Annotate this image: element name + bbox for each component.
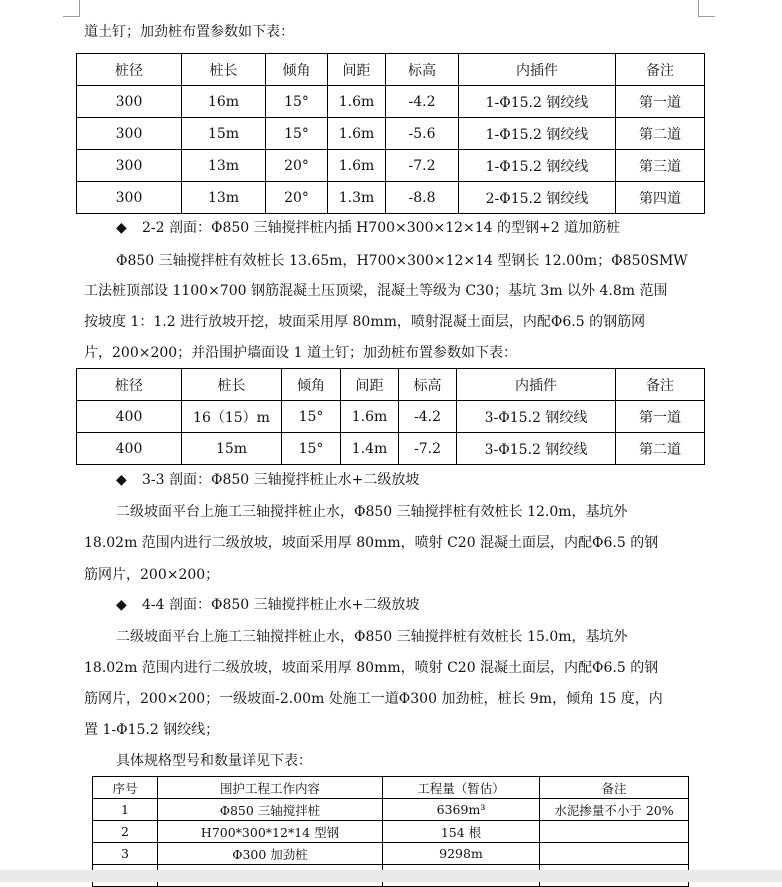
table-header-cell: 备注	[616, 369, 705, 401]
table-cell: 第二道	[616, 433, 705, 465]
table-cell: -4.2	[386, 86, 459, 118]
table1-body	[77, 54, 705, 214]
table-cell: 400	[77, 401, 182, 433]
table-cell: 第四道	[616, 182, 705, 214]
page-corner-mark-left	[63, 0, 80, 17]
table-row	[93, 821, 689, 843]
table-row	[77, 182, 705, 214]
table-cell: 1-Φ15.2 钢绞线	[459, 150, 616, 182]
page-bottom-edge	[0, 870, 782, 882]
paragraph-line: 筋网片，200×200；	[84, 567, 220, 583]
table-header-row	[77, 54, 705, 86]
table-header-cell: 工程量（暂估）	[383, 777, 540, 799]
table-cell: 第一道	[616, 86, 705, 118]
paragraph-line: 置 1-Φ15.2 钢绞线；	[84, 722, 220, 738]
table-cell: 第三道	[616, 150, 705, 182]
table-cell: -7.2	[386, 150, 459, 182]
table-row	[77, 433, 705, 465]
anchor-pile-table-2	[76, 368, 705, 465]
table-cell: 3	[93, 843, 158, 865]
table-header-cell: 桩长	[182, 54, 266, 86]
table-cell: H700*300*12*14 型钢	[158, 821, 383, 843]
table-cell: 15°	[282, 433, 341, 465]
section-4-4-heading	[116, 595, 419, 615]
table-header-cell: 桩径	[77, 369, 182, 401]
table-cell: -7.2	[399, 433, 457, 465]
table-header-row	[93, 777, 689, 799]
paragraph-line: Φ850 三轴搅拌桩有效桩长 13.65m，H700×300×12×14 型钢长 12.00m；Φ850SMW	[116, 253, 688, 269]
table-header-cell: 围护工程工作内容	[158, 777, 383, 799]
table-header-cell: 序号	[93, 777, 158, 799]
table-cell: 1.3m	[328, 182, 386, 214]
section-heading-text: 3-3 剖面：Φ850 三轴搅拌桩止水+二级放坡	[142, 472, 420, 488]
table-cell: 1.6m	[341, 401, 399, 433]
section-heading-text: 4-4 剖面：Φ850 三轴搅拌桩止水+二级放坡	[142, 597, 420, 613]
anchor-pile-table-1	[76, 53, 705, 214]
table-cell: 20°	[266, 182, 328, 214]
table-cell	[540, 843, 689, 865]
table-cell: 13m	[182, 182, 266, 214]
table-cell	[540, 821, 689, 843]
table-header-cell: 备注	[616, 54, 705, 86]
table-cell: 2	[93, 821, 158, 843]
table-cell: 300	[77, 182, 182, 214]
paragraph-line: 片，200×200；并沿围护墙面设 1 道土钉；加劲桩布置参数如下表：	[84, 345, 517, 361]
table-header-cell: 备注	[540, 777, 689, 799]
table-cell: 300	[77, 150, 182, 182]
table-cell: 2-Φ15.2 钢绞线	[459, 182, 616, 214]
table-row	[77, 86, 705, 118]
table-cell: -5.6	[386, 118, 459, 150]
table-cell: 1	[93, 799, 158, 821]
table-header-row	[77, 369, 705, 401]
page-corner-mark-right	[698, 0, 715, 17]
table-header-cell: 间距	[341, 369, 399, 401]
table-cell: 15m	[182, 433, 282, 465]
table-cell: 水泥掺量不小于 20%	[540, 799, 689, 821]
table-header-cell: 内插件	[457, 369, 616, 401]
paragraph-line: 按坡度 1：1.2 进行放坡开挖，坡面采用厚 80mm，喷射混凝土面层，内配Φ6.5 的钢筋网	[84, 314, 646, 330]
table2-body	[77, 369, 705, 465]
paragraph-line: 筋网片，200×200；一级坡面-2.00m 处施工一道Φ300 加劲桩，桩长 9m，倾角 15 度，内	[84, 691, 663, 707]
table-cell: 9298m	[383, 843, 540, 865]
table-cell: 1.6m	[328, 86, 386, 118]
table-header-cell: 倾角	[282, 369, 341, 401]
table-cell: 16m	[182, 86, 266, 118]
table-cell: 15°	[266, 118, 328, 150]
paragraph-line: 18.02m 范围内进行二级放坡，坡面采用厚 80mm，喷射 C20 混凝土面层，内配Φ6.5 的钢	[84, 660, 659, 676]
table-row	[77, 118, 705, 150]
table-cell: 13m	[182, 150, 266, 182]
table-cell: Φ850 三轴搅拌桩	[158, 799, 383, 821]
paragraph-line: 二级坡面平台上施工三轴搅拌桩止水，Φ850 三轴搅拌桩有效桩长 12.0m，基坑外	[116, 504, 628, 520]
paragraph-line: 具体规格型号和数量详见下表：	[116, 753, 312, 769]
bullet-diamond-icon: ◆	[116, 472, 127, 488]
table-cell: 15m	[182, 118, 266, 150]
table-header-cell: 内插件	[459, 54, 616, 86]
table-cell: 400	[77, 433, 182, 465]
table-cell: 1-Φ15.2 钢绞线	[459, 118, 616, 150]
paragraph-line: 18.02m 范围内进行二级放坡，坡面采用厚 80mm，喷射 C20 混凝土面层，内配Φ6.5 的钢	[84, 535, 659, 551]
table-cell: 300	[77, 86, 182, 118]
paragraph-line: 二级坡面平台上施工三轴搅拌桩止水，Φ850 三轴搅拌桩有效桩长 15.0m，基坑外	[116, 629, 628, 645]
paragraph-line: 工法桩顶部设 1100×700 钢筋混凝土压顶梁，混凝土等级为 C30；基坑 3m 以外 4.8m 范围	[84, 283, 668, 299]
paragraph-line: 道土钉；加劲桩布置参数如下表：	[84, 24, 294, 40]
table-cell: 3-Φ15.2 钢绞线	[457, 433, 616, 465]
table-cell: -4.2	[399, 401, 457, 433]
table-cell: 3-Φ15.2 钢绞线	[457, 401, 616, 433]
bullet-diamond-icon: ◆	[116, 597, 127, 613]
table-cell: -8.8	[386, 182, 459, 214]
table-cell: 6369m³	[383, 799, 540, 821]
table-header-cell: 标高	[386, 54, 459, 86]
table-cell: 154 根	[383, 821, 540, 843]
table-header-cell: 桩径	[77, 54, 182, 86]
table-row	[93, 799, 689, 821]
table-header-cell: 倾角	[266, 54, 328, 86]
section-heading-text: 2-2 剖面：Φ850 三轴搅拌桩内插 H700×300×12×14 的型钢+2 道加筋桩	[142, 220, 621, 236]
table-cell: 第二道	[616, 118, 705, 150]
table-cell: 20°	[266, 150, 328, 182]
table-header-cell: 桩长	[182, 369, 282, 401]
table-cell: 1-Φ15.2 钢绞线	[459, 86, 616, 118]
table-row	[77, 150, 705, 182]
table-cell: 第一道	[616, 401, 705, 433]
table-header-cell: 间距	[328, 54, 386, 86]
table-cell: 1.4m	[341, 433, 399, 465]
section-3-3-heading	[116, 470, 419, 490]
table-row	[93, 843, 689, 865]
table-row	[77, 401, 705, 433]
table-cell: 15°	[282, 401, 341, 433]
section-2-2-heading	[116, 218, 620, 238]
table-cell: 1.6m	[328, 150, 386, 182]
table-cell: 1.6m	[328, 118, 386, 150]
table-cell: 300	[77, 118, 182, 150]
table-cell: Φ300 加劲桩	[158, 843, 383, 865]
bullet-diamond-icon: ◆	[116, 220, 127, 236]
table-cell: 15°	[266, 86, 328, 118]
table-header-cell: 标高	[399, 369, 457, 401]
table-cell: 16（15）m	[182, 401, 282, 433]
